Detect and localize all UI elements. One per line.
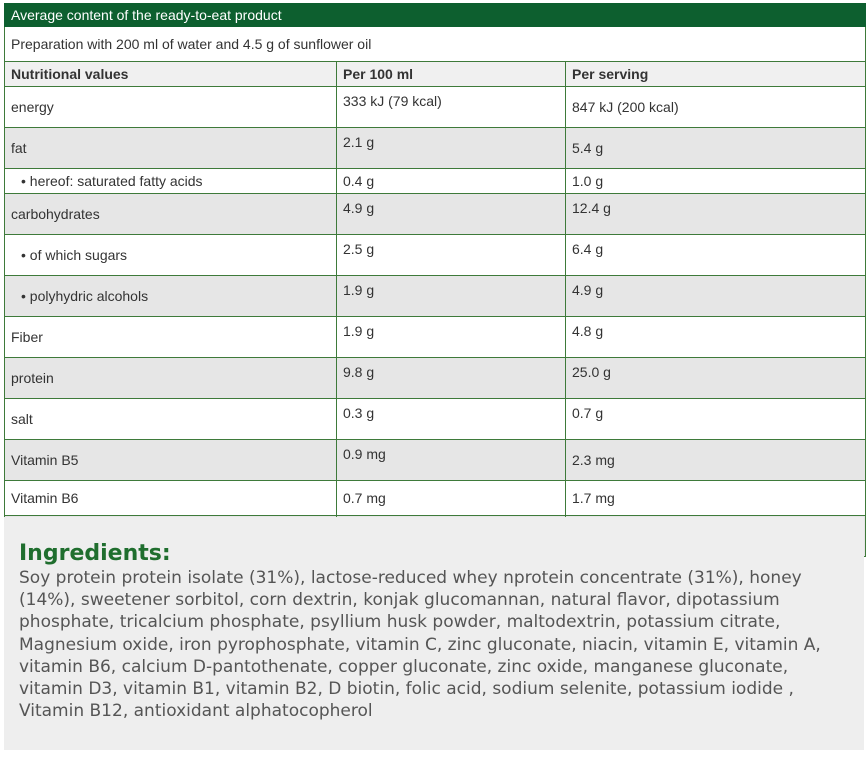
nutrient-name: Vitamin B5: [5, 440, 337, 481]
per-serving-value: 25.0 g: [566, 358, 866, 399]
per-100ml-value: 0.7 mg: [337, 481, 566, 516]
per-serving-value: 1.0 g: [566, 169, 866, 194]
per-100ml-value: 1.9 g: [337, 276, 566, 317]
per-serving-value: 1.7 mg: [566, 481, 866, 516]
per-serving-value: 6.4 g: [566, 235, 866, 276]
table-row: [5, 235, 866, 276]
table-row: [5, 169, 866, 194]
header-per-serving: Per serving: [566, 62, 866, 87]
table-title: Average content of the ready-to-eat product: [5, 4, 866, 27]
per-100ml-value: 0.9 mg: [337, 440, 566, 481]
per-100ml-value: 0.4 g: [337, 169, 566, 194]
preparation-note: Preparation with 200 ml of water and 4.5 g of sunflower oil: [5, 27, 866, 62]
per-100ml-value: 9.8 g: [337, 358, 566, 399]
table-row: [5, 481, 866, 516]
table-title-row: [5, 4, 866, 27]
per-serving-value: 0.7 g: [566, 399, 866, 440]
nutrient-name: • polyhydric alcohols: [5, 276, 337, 317]
nutrient-name: • of which sugars: [5, 235, 337, 276]
per-100ml-value: 0.3 g: [337, 399, 566, 440]
per-100ml-value: 2.1 g: [337, 128, 566, 169]
header-nutritional-values: Nutritional values: [5, 62, 337, 87]
table-row: [5, 440, 866, 481]
nutrient-name: Fiber: [5, 317, 337, 358]
table-header-row: [5, 62, 866, 87]
per-serving-value: 847 kJ (200 kcal): [566, 87, 866, 128]
per-100ml-value: 2.5 g: [337, 235, 566, 276]
table-row: [5, 87, 866, 128]
per-serving-value: 4.9 g: [566, 276, 866, 317]
nutrition-table: [4, 3, 866, 557]
per-100ml-value: 4.9 g: [337, 194, 566, 235]
nutrient-name: carbohydrates: [5, 194, 337, 235]
table-row: [5, 128, 866, 169]
table-row: [5, 399, 866, 440]
ingredients-text: Soy protein protein isolate (31%), lactose-reduced whey nprotein concentrate (31%), honey (14%), sweetener sorbitol, corn dextrin, konjak glucomannan, natural flavor, dipotassium phosphate, tricalcium phosphate, psyllium husk powder, maltodextrin, potassium citrate, Magnesium oxide, iron pyrophosphate, vitamin C, zinc gluconate, niacin, vitamin E, vitamin A, vitamin B6, calcium D-pantothenate, copper gluconate, zinc oxide, manganese gluconate, vitamin D3, vitamin B1, vitamin B2, D biotin, folic acid, sodium selenite, potassium iodide , Vitamin B12, antioxidant alphatocopherol: [19, 568, 821, 722]
ingredients-title: Ingredients:: [19, 541, 171, 566]
nutrient-name: fat: [5, 128, 337, 169]
per-serving-value: 12.4 g: [566, 194, 866, 235]
per-serving-value: 2.3 mg: [566, 440, 866, 481]
header-per-100ml: Per 100 ml: [337, 62, 566, 87]
nutrient-name: protein: [5, 358, 337, 399]
table-row: [5, 317, 866, 358]
table-row: [5, 358, 866, 399]
nutrient-name: • hereof: saturated fatty acids: [5, 169, 337, 194]
ingredients-box: [4, 517, 864, 750]
per-100ml-value: 333 kJ (79 kcal): [337, 87, 566, 128]
per-100ml-value: 1.9 g: [337, 317, 566, 358]
per-serving-value: 4.8 g: [566, 317, 866, 358]
preparation-row: [5, 27, 866, 62]
nutrient-name: Vitamin B6: [5, 481, 337, 516]
nutrient-name: energy: [5, 87, 337, 128]
table-row: [5, 276, 866, 317]
table-row: [5, 194, 866, 235]
per-serving-value: 5.4 g: [566, 128, 866, 169]
nutrient-name: salt: [5, 399, 337, 440]
